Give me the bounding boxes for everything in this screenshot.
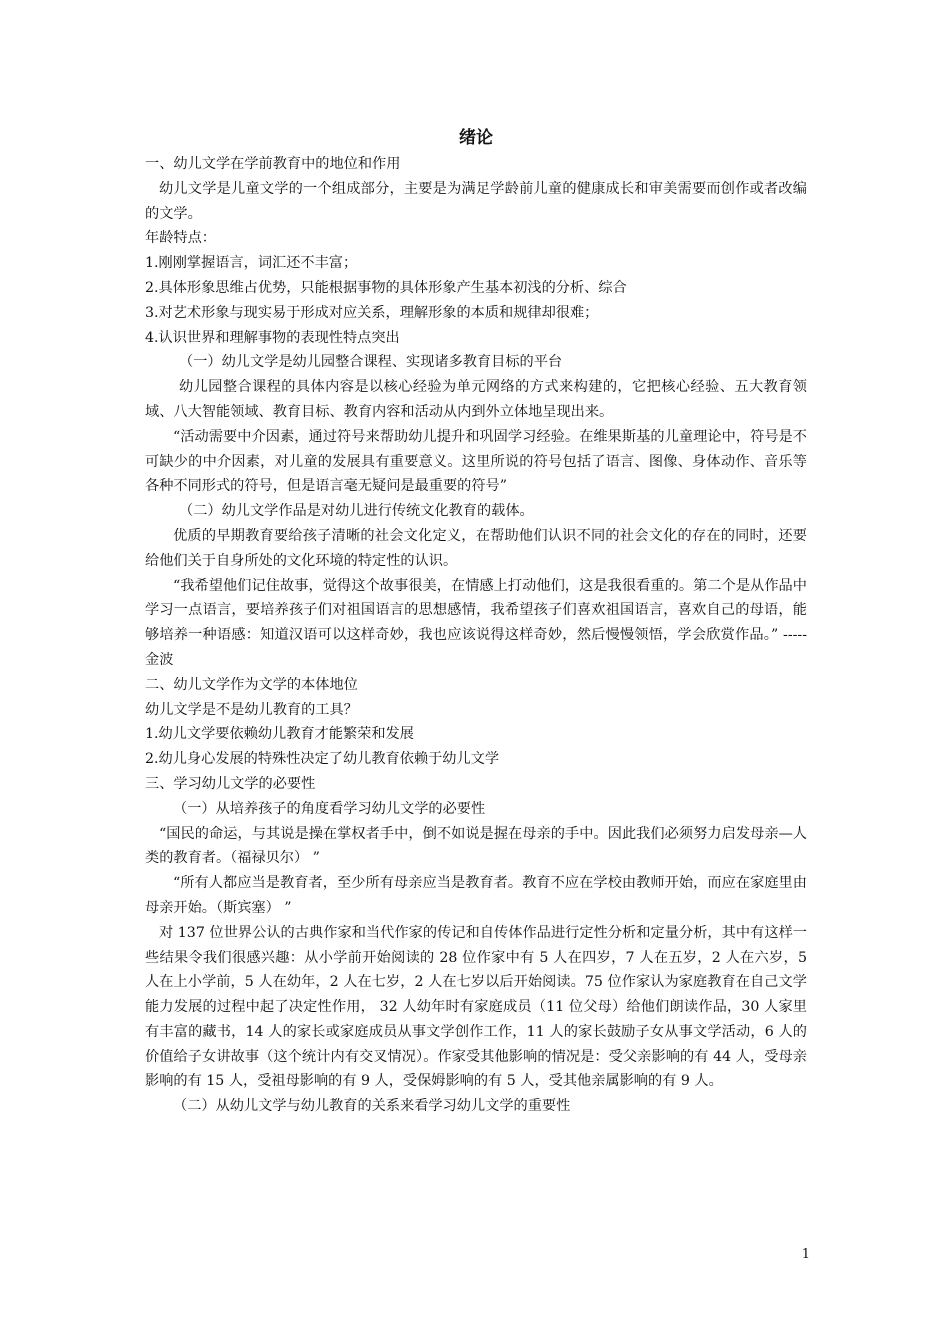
paragraph: （一）幼儿文学是幼儿园整合课程、实现诸多教育目标的平台: [179, 354, 563, 371]
paragraph: “所有人都应当是教育者，至少所有母亲应当是教育者。教育不应在学校由教师开始，而应在家庭里由母亲开始。（斯宾塞） ”: [145, 875, 807, 916]
paragraph: 2.具体形象思维占优势，只能根据事物的具体形象产生基本初浅的分析、综合: [145, 279, 627, 296]
paragraph-list: [145, 152, 807, 1119]
page-number: 1: [801, 1247, 810, 1262]
paragraph: “活动需要中介因素，通过符号来帮助幼儿提升和巩固学习经验。在维果斯基的儿童理论中，符号是不可缺少的中介因素，对儿童的发展具有重要意义。这里所说的符号包括了语言、图像、身体动作、音乐等各种不同形式的符号，但是语言毫无疑问是最重要的符号”: [145, 428, 807, 495]
paragraph: 1.幼儿文学要依赖幼儿教育才能繁荣和发展: [145, 726, 414, 743]
paragraph: （二）幼儿文学作品是对幼儿进行传统文化教育的载体。: [179, 503, 534, 520]
paragraph: 幼儿文学是儿童文学的一个组成部分，主要是为满足学龄前儿童的健康成长和审美需要而创作或者改编的文学。: [145, 180, 807, 222]
paragraph: “国民的命运，与其说是操在掌权者手中，倒不如说是握在母亲的手中。因此我们必须努力启发母亲—人类的教育者。（福禄贝尔） ”: [145, 825, 807, 867]
paragraph: 3.对艺术形象与现实易于形成对应关系，理解形象的本质和规律却很难；: [145, 304, 599, 321]
paragraph: 三、学习幼儿文学的必要性: [145, 775, 316, 792]
paragraph: 2.幼儿身心发展的特殊性决定了幼儿教育依赖于幼儿文学: [145, 751, 500, 768]
paragraph: “我希望他们记住故事，觉得这个故事很美，在情感上打动他们，这是我很看重的。第二个是从作品中学习一点语言，要培养孩子们对祖国语言的思想感情，我希望孩子们喜欢祖国语言，喜欢自己的母语，能够培养一种语感：知道汉语可以这样奇妙，我也应该说得这样奇妙，然后慢慢领悟，学会欣赏作品。” -----金波: [145, 577, 807, 668]
document-body: [145, 126, 807, 1119]
paragraph: 二、幼儿文学作为文学的本体地位: [145, 676, 358, 693]
paragraph: （一）从培养孩子的角度看学习幼儿文学的必要性: [173, 800, 486, 817]
paragraph: （二）从幼儿文学与幼儿教育的关系来看学习幼儿文学的重要性: [173, 1098, 571, 1115]
paragraph: 幼儿园整合课程的具体内容是以核心经验为单元网络的方式来构建的，它把核心经验、五大教育领域、八大智能领域、教育目标、教育内容和活动从内到外立体地呈现出来。: [145, 379, 807, 420]
document-title: 绪论: [459, 128, 493, 148]
paragraph: 4.认识世界和理解事物的表现性特点突出: [145, 329, 400, 346]
paragraph: 幼儿文学是不是幼儿教育的工具？: [145, 701, 358, 718]
paragraph: 年龄特点：: [145, 230, 216, 247]
paragraph: 1.刚刚掌握语言，词汇还不丰富；: [145, 255, 358, 272]
paragraph: 优质的早期教育要给孩子清晰的社会文化定义，在帮助他们认识不同的社会文化的存在的同时，还要给他们关于自身所处的文化环境的特定性的认识。: [145, 527, 807, 569]
paragraph: 一、幼儿文学在学前教育中的地位和作用: [145, 156, 401, 172]
paragraph: 对 137 位世界公认的古典作家和当代作家的传记和自传体作品进行定性分析和定量分析，其中有这样一些结果令我们很感兴趣：从小学前开始阅读的 28 位作家中有 5 人在四岁，7 人在五岁，2 人在六岁，5 人在上小学前，5 人在幼年，2 人在七岁，2 人在七岁以后开始阅读。75 位作家认为家庭教育在自己文学能力发展的过程中起了决定性作用， 32 人幼年时有家庭成员（11 位父母）给他们朗读作品，30 人家里有丰富的藏书，14 人的家长或家庭成员从事文学创作工作，11 人的家长鼓励子女从事文学活动，6 人的价值给子女讲故事（这个统计内有交叉情况）。作家受其他影响的情况是：受父亲影响的有 44 人，受母亲影响的有 15 人，受祖母影响的有 9 人，受保姆影响的有 5 人，受其他亲属影响的有 9 人。: [145, 924, 807, 1090]
